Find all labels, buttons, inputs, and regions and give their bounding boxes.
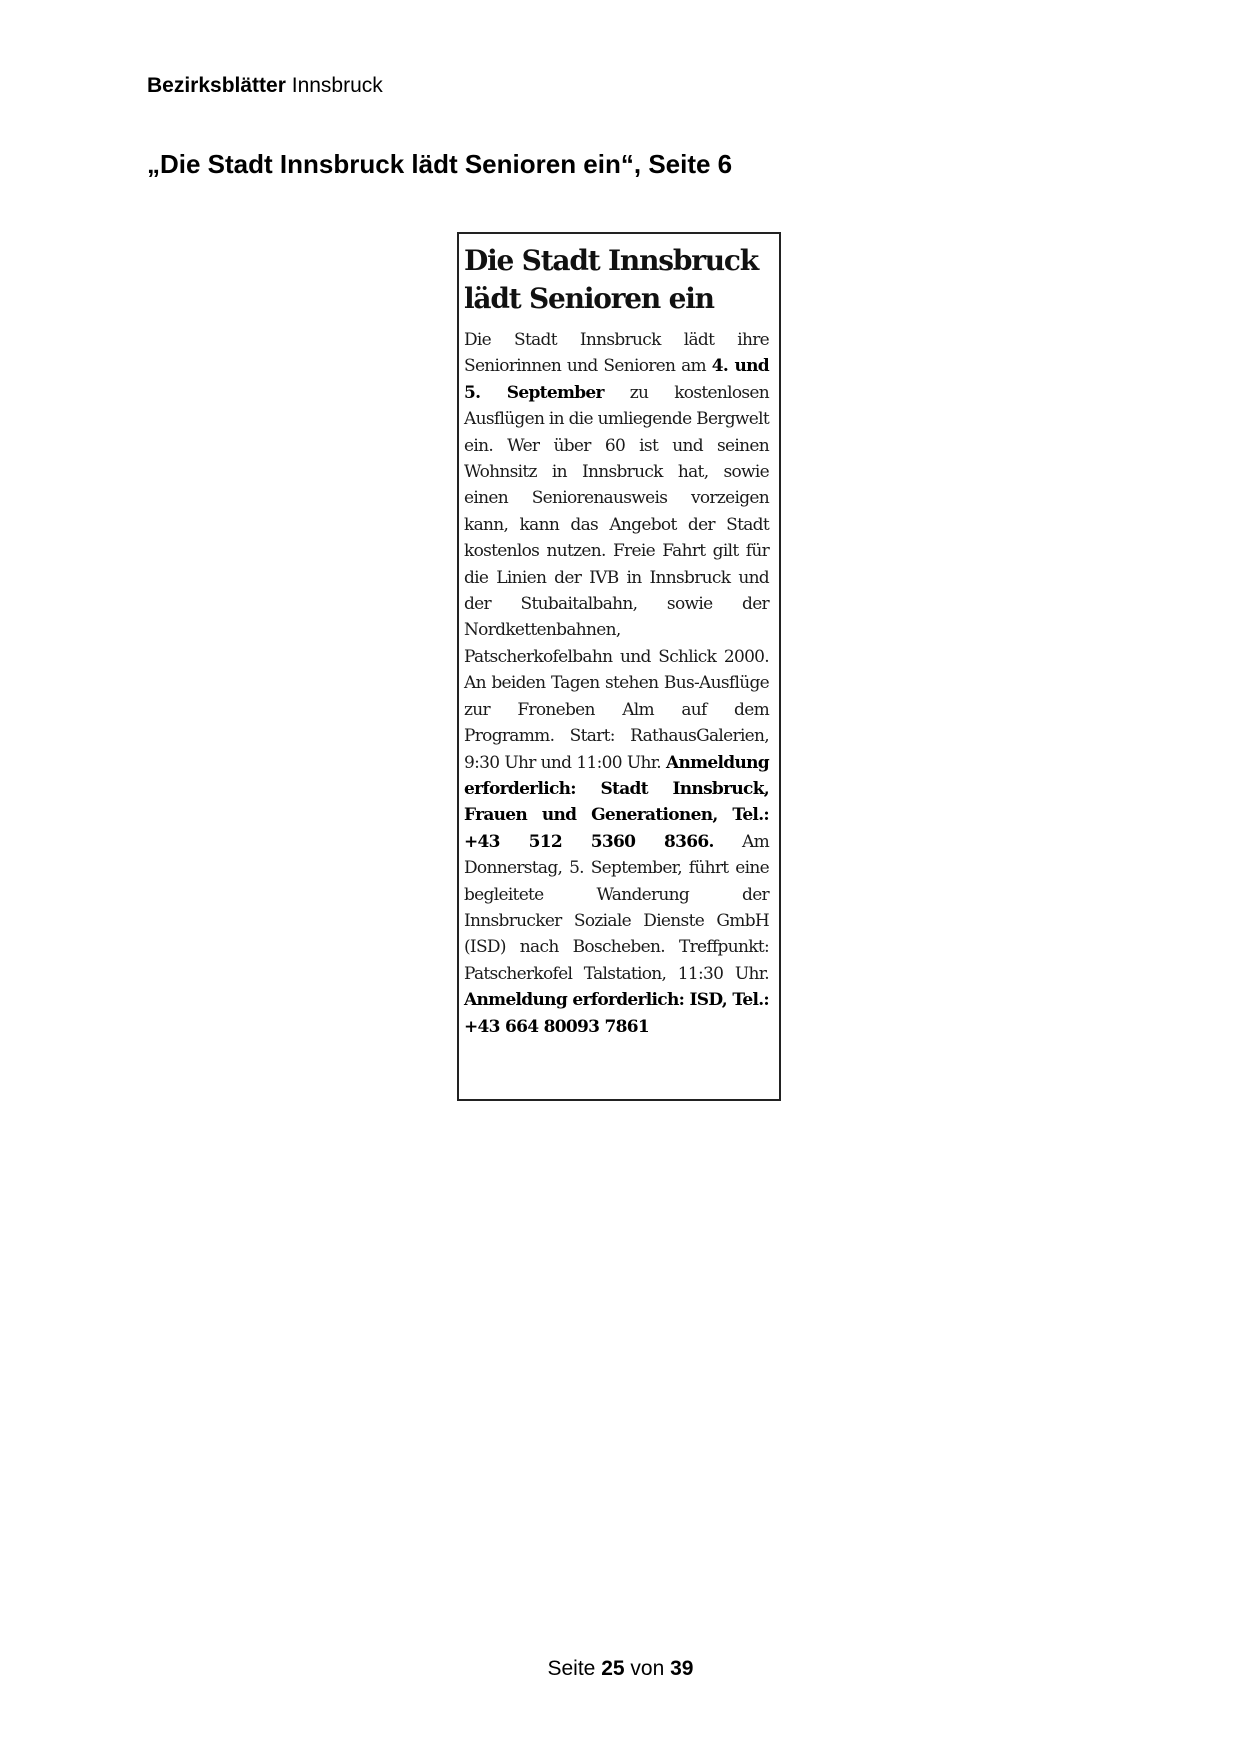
current-page: 25 — [601, 1657, 625, 1680]
newspaper-clipping — [457, 232, 781, 1101]
event-dates: 4. und 5. September — [464, 356, 769, 403]
headline-line-2: lädt Senioren ein — [464, 282, 714, 315]
page-label: Seite — [547, 1657, 596, 1680]
registration-isd: Anmeldung erforderlich: ISD, Tel.: +43 664 80093 7861 — [464, 990, 769, 1037]
body-intro: Die Stadt Innsbruck lädt ihre Seniorinnen und Senioren am — [464, 330, 769, 377]
total-pages: 39 — [670, 1657, 694, 1680]
source-line — [147, 73, 383, 99]
registration-city: Anmeldung erforderlich: Stadt Innsbruck, Frauen und Generationen, Tel.: +43 512 5360 8366. — [464, 752, 769, 852]
headline-line-1: Die Stadt Innsbruck — [464, 244, 758, 277]
document-title: „Die Stadt Innsbruck lädt Senioren ein“, Seite 6 — [147, 149, 733, 179]
body-hike: Am Donnerstag, 5. September, führt eine begleitete Wanderung der Innsbrucker Soziale Dienste GmbH (ISD) nach Boscheben. Treffpunkt: Patscherkofel Talstation, 11:30 Uhr. — [464, 831, 769, 984]
body-details: zu kostenlosen Ausflügen in die umliegende Bergwelt ein. Wer über 60 ist und seinen Wohnsitz in Innsbruck hat, sowie einen Seniorenausweis vorzeigen kann, kann das Angebot der Stadt kostenlos nutzen. Freie Fahrt gilt für die Linien der IVB in Innsbruck und der Stubaitalbahn, sowie der Nordkettenbahnen, Patscherkofelbahn und Schlick 2000. An beiden Tagen stehen Bus-Ausflüge zur Froneben Alm auf dem Programm. Start: RathausGalerien, 9:30 Uhr und 11:00 Uhr. — [464, 382, 769, 773]
article-headline — [464, 242, 769, 318]
publication-name: Bezirksblätter — [147, 74, 286, 97]
page-separator: von — [630, 1657, 665, 1680]
page-number — [0, 1656, 1241, 1682]
article-body — [464, 327, 769, 1040]
publication-region: Innsbruck — [291, 74, 383, 97]
